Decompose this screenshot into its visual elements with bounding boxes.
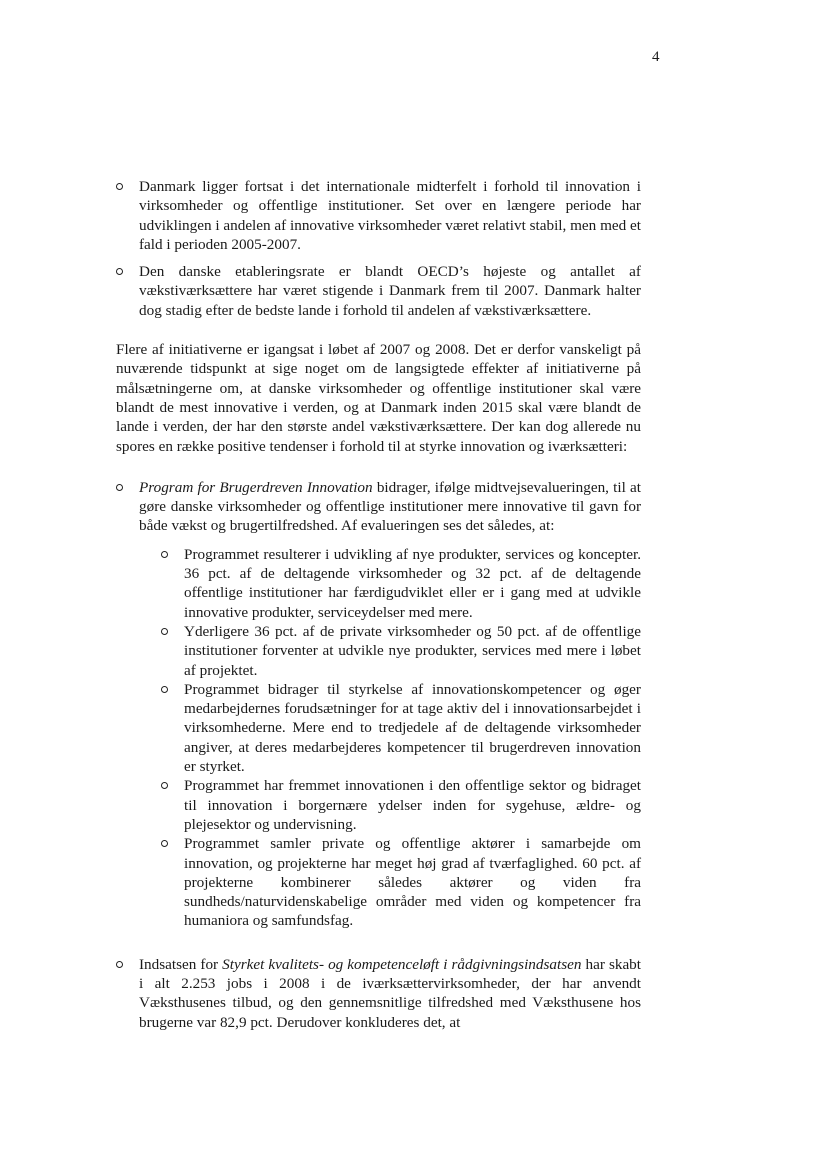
list-item: Programmet resulterer i udvikling af nye produkter, services og koncepter. 36 pct. af de deltagende virksomheder og 32 pct. af de deltagende offentlige institutioner har færdigudviklet eller er i gang med at udvikle innovative produkter, serviceydelser med mere.	[161, 545, 641, 622]
intro-bullet-list	[116, 177, 641, 320]
body-paragraph: Flere af initiativerne er igangsat i løbet af 2007 og 2008. Det er derfor vanskeligt på nuværende tidspunkt at sige noget om de langsigtede effekter af initiativerne på målsætningerne om, at danske virksomheder og offentlige institutioner skal være blandt de mest innovative i verden, og at Danmark inden 2015 skal være blandt de lande i verden, der har den største andel vækstiværksættere. Der kan dog allerede nu spores en række positive tendenser i forhold til at styrke innovation og iværksætteri:	[116, 341, 641, 455]
last-bullet-prefix: Indsatsen for	[139, 955, 223, 973]
list-item: Den danske etableringsrate er blandt OECD’s højeste og antallet af vækstiværksættere har været stigende i Danmark frem til 2007. Danmark halter dog stadig efter de bedste lande i forhold til andelen af vækstiværksættere.	[116, 262, 641, 320]
program-text: bidrager, ifølge midtvejsevalueringen, til at gøre danske virksomheder og offentlige institutioner mere innovative til gavn for både vækst og brugertilfredshed. Af evalueringen ses det således, at:	[139, 478, 641, 535]
page-body	[116, 177, 641, 1040]
list-item: Programmet bidrager til styrkelse af innovationskompetencer og øger medarbejdernes forudsætninger for at tage aktiv del i innovationsarbejdet i virksomhederne. Mere end to tredjedele af de deltagende virksomheder angiver, at deres medarbejderes kompetencer til brugerdreven innovation er styrket.	[161, 680, 641, 776]
program-title: Program for Brugerdreven Innovation	[139, 478, 373, 496]
list-item: Yderligere 36 pct. af de private virksomheder og 50 pct. af de offentlige institutioner forventer at udvikle nye produkter, services med mere i løbet af projektet.	[161, 622, 641, 680]
list-item: Danmark ligger fortsat i det internationale midterfelt i forhold til innovation i virksomheder og offentlige institutioner. Set over en længere periode har udviklingen i andelen af innovative virksomheder været relativt stabil, men med et fald i perioden 2005-2007.	[116, 177, 641, 254]
list-item: Programmet har fremmet innovationen i den offentlige sektor og bidraget til innovation i borgernære ydelser inden for sygehuse, ældre- og plejesektor og undervisning.	[161, 776, 641, 834]
last-bullet-title: Styrket kvalitets- og kompetenceløft i rådgivningsindsatsen	[222, 955, 582, 973]
tendency-bullet-list	[116, 478, 641, 1032]
list-item: Programmet samler private og offentlige aktører i samarbejde om innovation, og projekterne har meget høj grad af tværfaglighed. 60 pct. af projekterne kombinerer således aktører og viden fra sundheds/naturvidenskabelige områder med viden og kompetencer fra humaniora og samfundsfag.	[161, 834, 641, 930]
last-bullet-text: har skabt i alt 2.253 jobs i 2008 i de iværksættervirksomheder, der har anvendt Væksthusenes tilbud, og den gennemsnitlige tilfredshed med Væksthusene hos brugerne var 82,9 pct. Derudover konkluderes det, at	[139, 955, 641, 1031]
list-item	[116, 478, 641, 931]
list-item	[116, 955, 641, 1032]
page-number: 4	[652, 49, 660, 65]
program-sub-bullet-list	[161, 545, 641, 931]
